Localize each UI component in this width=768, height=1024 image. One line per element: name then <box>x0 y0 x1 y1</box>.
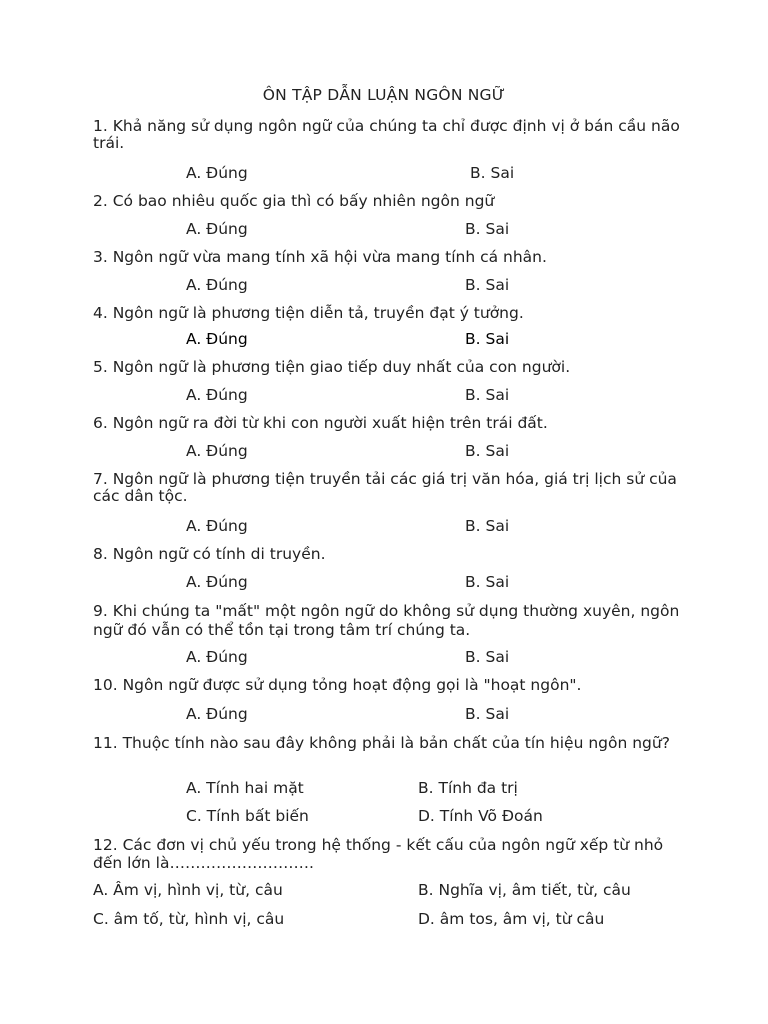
question-1: 1. Khả năng sử dụng ngôn ngữ của chúng ta chỉ được định vị ở bán cầu não trái. <box>93 117 680 152</box>
question-6: 6. Ngôn ngữ ra đời từ khi con người xuất hiện trên trái đất. <box>93 414 548 432</box>
question-10: 10. Ngôn ngữ được sử dụng tỏng hoạt động gọi là "hoạt ngôn". <box>93 676 582 694</box>
q12-option-d: D. âm tos, âm vị, từ câu <box>418 910 605 928</box>
q3-option-a: A. Đúng <box>186 276 248 294</box>
q11-option-d: D. Tính Võ Đoán <box>418 807 543 825</box>
q1-option-b: B. Sai <box>470 164 515 182</box>
q4-option-b: B. Sai <box>465 330 510 348</box>
question-7: 7. Ngôn ngữ là phương tiện truyền tải các giá trị văn hóa, giá trị lịch sử của các dân tộc. <box>93 470 677 505</box>
question-2: 2. Có bao nhiêu quốc gia thì có bấy nhiên ngôn ngữ <box>93 192 495 210</box>
q8-option-b: B. Sai <box>465 573 510 591</box>
q2-option-b: B. Sai <box>465 220 510 238</box>
q8-option-a: A. Đúng <box>186 573 248 591</box>
question-8: 8. Ngôn ngữ có tính di truyền. <box>93 545 326 563</box>
q2-option-a: A. Đúng <box>186 220 248 238</box>
document-title: ÔN TẬP DẪN LUẬN NGÔN NGỮ <box>262 86 506 104</box>
q11-option-a: A. Tính hai mặt <box>186 779 304 797</box>
q5-option-b: B. Sai <box>465 386 510 404</box>
q9-option-a: A. Đúng <box>186 648 248 666</box>
q4-option-a: A. Đúng <box>186 330 248 348</box>
q12-option-a: A. Âm vị, hình vị, từ, câu <box>93 881 283 899</box>
question-3: 3. Ngôn ngữ vừa mang tính xã hội vừa mang tính cá nhân. <box>93 248 547 266</box>
question-11: 11. Thuộc tính nào sau đây không phải là bản chất của tín hiệu ngôn ngữ? <box>93 734 670 752</box>
question-4: 4. Ngôn ngữ là phương tiện diễn tả, truyền đạt ý tưởng. <box>93 304 524 322</box>
q6-option-a: A. Đúng <box>186 442 248 460</box>
q9-option-b: B. Sai <box>465 648 510 666</box>
question-9: 9. Khi chúng ta "mất" một ngôn ngữ do không sử dụng thường xuyên, ngôn ngữ đó vẫn có thể tồn tại trong tâm trí chúng ta. <box>93 602 680 639</box>
q1-option-a: A. Đúng <box>186 164 248 182</box>
question-12: 12. Các đơn vị chủ yếu trong hệ thống - kết cấu của ngôn ngữ xếp từ nhỏ đến lớn là………………………. <box>93 836 664 872</box>
q7-option-b: B. Sai <box>465 517 510 535</box>
q10-option-a: A. Đúng <box>186 705 248 723</box>
q3-option-b: B. Sai <box>465 276 510 294</box>
q7-option-a: A. Đúng <box>186 517 248 535</box>
q12-option-c: C. âm tố, từ, hình vị, câu <box>93 910 285 928</box>
q11-option-b: B. Tính đa trị <box>418 779 518 797</box>
q12-option-b: B. Nghĩa vị, âm tiết, từ, câu <box>418 881 631 899</box>
q5-option-a: A. Đúng <box>186 386 248 404</box>
q10-option-b: B. Sai <box>465 705 510 723</box>
q11-option-c: C. Tính bất biến <box>186 807 309 825</box>
q6-option-b: B. Sai <box>465 442 510 460</box>
question-5: 5. Ngôn ngữ là phương tiện giao tiếp duy nhất của con người. <box>93 358 571 376</box>
